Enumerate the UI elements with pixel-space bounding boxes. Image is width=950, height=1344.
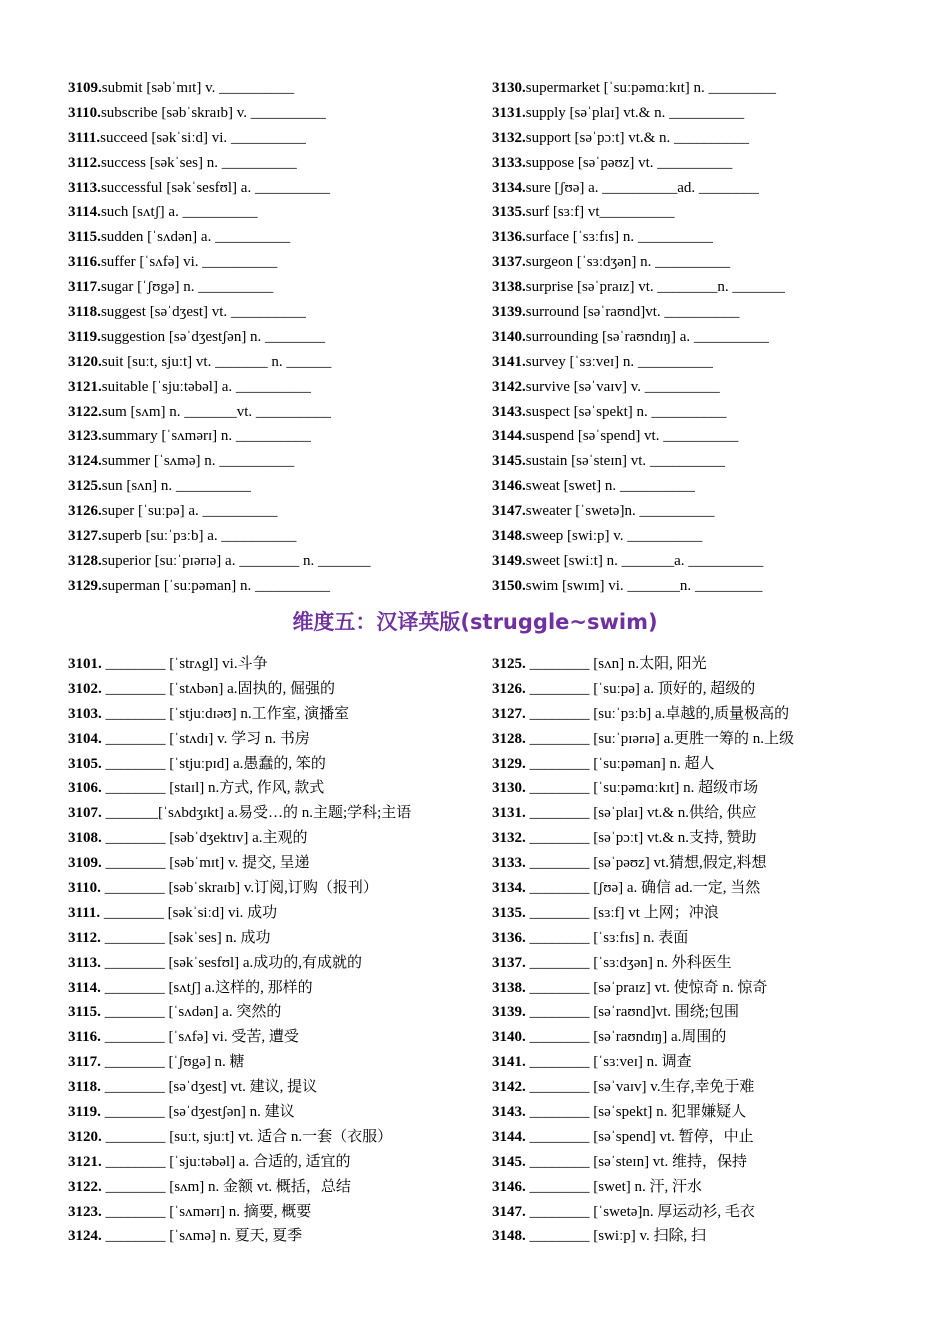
vocab-entry (492, 449, 912, 474)
entry-text: suppose [səˈpəʊz] vt. __________ (525, 154, 733, 171)
entry-number: 3104. (68, 730, 102, 747)
vocab-entry (492, 702, 912, 727)
vocab-entry (492, 1200, 912, 1225)
entry-text: sure [ʃʊə] a. __________ad. ________ (525, 179, 759, 196)
entry-text: ________ [swiːp] v. 扫除, 扫 (525, 1228, 707, 1245)
entry-number: 3145. (492, 453, 526, 470)
entry-number: 3125. (68, 478, 102, 495)
entry-text: ________ [swet] n. 汗, 汗水 (525, 1178, 702, 1195)
entry-number: 3149. (492, 552, 526, 569)
vocab-entry (68, 1050, 488, 1075)
vocab-entry (492, 1050, 912, 1075)
entry-text: supermarket [ˈsuːpəmɑːkɪt] n. _________ (525, 80, 777, 96)
entry-number: 3105. (68, 755, 102, 772)
vocab-entry (492, 1224, 912, 1249)
entry-number: 3144. (492, 1128, 526, 1145)
vocab-entry (68, 250, 488, 275)
vocab-entry (492, 200, 912, 225)
vocab-entry (68, 449, 488, 474)
vocab-entry (68, 549, 488, 574)
entry-number: 3141. (492, 353, 526, 370)
entry-text: ________ [sɜːf] vt 上网；冲浪 (525, 904, 719, 921)
vocab-entry (68, 101, 488, 126)
entry-text: surrounding [səˈraʊndɪŋ] a. __________ (525, 328, 769, 345)
entry-text: superman [ˈsuːpəman] n. __________ (101, 577, 331, 594)
entry-text: surface [ˈsɜːfɪs] n. __________ (525, 229, 713, 246)
entry-text: successful [səkˈsesfʊl] a. __________ (100, 179, 330, 196)
vocab-entry (492, 151, 912, 176)
vocab-entry (68, 976, 488, 1001)
entry-text: ________ [səkˈses] n. 成功 (100, 929, 271, 946)
entry-number: 3131. (492, 104, 526, 121)
vocab-entry (68, 325, 488, 350)
entry-text: superb [suːˈpɜːb] a. __________ (101, 528, 297, 545)
entry-text: super [ˈsuːpə] a. __________ (101, 503, 278, 520)
entry-text: sweat [swet] n. __________ (525, 478, 695, 495)
vocab-entry (68, 1200, 488, 1225)
entry-number: 3136. (492, 229, 526, 246)
entry-number: 3135. (492, 904, 526, 921)
entry-text: ________ [səˈplaɪ] vt.& n.供给, 供应 (525, 805, 757, 822)
entry-number: 3127. (68, 528, 102, 545)
entry-number: 3147. (492, 503, 526, 520)
entry-text: ________ [ˈsɜːfɪs] n. 表面 (525, 929, 689, 946)
entry-number: 3139. (492, 304, 526, 321)
entry-number: 3148. (492, 1228, 526, 1245)
entry-number: 3117. (68, 1054, 101, 1071)
entry-text: ________ [səˈpraɪz] vt. 使惊奇 n. 惊奇 (525, 979, 768, 996)
entry-number: 3119. (68, 328, 101, 345)
vocab-entry (492, 826, 912, 851)
entry-number: 3111. (68, 129, 101, 146)
vocab-entry (68, 574, 488, 599)
entry-text: suspend [səˈspend] vt. __________ (525, 428, 739, 445)
entry-number: 3112. (68, 929, 101, 946)
entry-number: 3114. (68, 979, 101, 996)
entry-number: 3118. (68, 1079, 101, 1096)
entry-number: 3115. (68, 229, 101, 246)
vocab-entry (492, 851, 912, 876)
entry-text: ________ [suːˈpɜːb] a.卓越的,质量极高的 (525, 705, 790, 722)
vocab-entry (68, 200, 488, 225)
entry-text: ________ [ˈstʌbən] a.固执的, 倔强的 (101, 680, 336, 697)
entry-number: 3117. (68, 279, 101, 296)
entry-number: 3122. (68, 403, 102, 420)
vocab-entry (492, 499, 912, 524)
entry-text: survive [səˈvaɪv] v. __________ (525, 378, 720, 395)
entry-number: 3116. (68, 1029, 101, 1046)
entry-number: 3106. (68, 780, 102, 797)
entry-text: ________ [səˈpəʊz] vt.猜想,假定,料想 (525, 855, 767, 872)
entry-number: 3113. (68, 954, 101, 971)
vocab-entry (68, 851, 488, 876)
entry-number: 3120. (68, 1128, 102, 1145)
entry-text: survey [ˈsɜːveɪ] n. __________ (525, 353, 713, 370)
vocab-entry (68, 76, 488, 101)
vocab-entry (68, 702, 488, 727)
entry-text: sweet [swiːt] n. _______a. __________ (525, 552, 764, 569)
vocab-entry (492, 1100, 912, 1125)
vocab-entry (68, 1025, 488, 1050)
entry-number: 3137. (492, 954, 526, 971)
entry-number: 3109. (68, 80, 102, 96)
vocab-entry (492, 400, 912, 425)
vocab-entry (492, 350, 912, 375)
section-title: 维度五：汉译英版(struggle~swim) (292, 610, 658, 634)
vocab-entry (68, 776, 488, 801)
entry-number: 3129. (68, 577, 102, 594)
vocab-entry (68, 1000, 488, 1025)
entry-text: ________ [səˈsteɪn] vt. 维持，保持 (525, 1153, 747, 1170)
vocab-entry (68, 1224, 488, 1249)
entry-number: 3112. (68, 154, 101, 171)
entry-text: surprise [səˈpraɪz] vt. ________n. _______ (525, 279, 785, 296)
entry-text: supply [səˈplaɪ] vt.& n. __________ (525, 104, 745, 121)
entry-text: ________ [səˈvaɪv] v.生存,幸免于难 (525, 1079, 755, 1096)
vocab-entry (68, 901, 488, 926)
vocab-entry (492, 776, 912, 801)
entry-text: summer [ˈsʌmə] n. __________ (101, 453, 295, 470)
vocab-entry (492, 574, 912, 599)
vocab-entry (68, 752, 488, 777)
entry-text: ________ [sʌm] n. 金额 vt. 概括，总结 (101, 1178, 351, 1195)
vocab-entry (492, 524, 912, 549)
vocab-entry (68, 474, 488, 499)
entry-text: surgeon [ˈsɜːdʒən] n. __________ (525, 254, 731, 271)
entry-text: ________ [sʌn] n.太阳, 阳光 (525, 656, 707, 672)
entry-number: 3114. (68, 204, 101, 221)
vocab-entry (68, 350, 488, 375)
entry-text: ________ [ˈstʌdɪ] v. 学习 n. 书房 (101, 730, 310, 747)
vocab-entry (492, 1125, 912, 1150)
entry-number: 3142. (492, 378, 526, 395)
entry-number: 3130. (492, 780, 526, 797)
entry-number: 3139. (492, 1004, 526, 1021)
entry-number: 3132. (492, 129, 526, 146)
entry-text: ________ [sʌtʃ] a.这样的, 那样的 (100, 979, 313, 996)
vocab-entry (68, 126, 488, 151)
entry-text: sugar [ˈʃʊgə] n. __________ (100, 279, 274, 296)
vocab-entry (68, 801, 488, 826)
entry-number: 3119. (68, 1104, 101, 1121)
entry-number: 3118. (68, 304, 101, 321)
vocab-entry (68, 375, 488, 400)
entry-number: 3125. (492, 656, 526, 672)
vocab-entry (492, 752, 912, 777)
vocab-entry (492, 300, 912, 325)
entry-number: 3115. (68, 1004, 101, 1021)
vocab-entry (492, 424, 912, 449)
entry-text: ________ [ˈʃʊgə] n. 糖 (100, 1054, 245, 1071)
entry-text: ________ [səˈdʒest] vt. 建议, 提议 (100, 1079, 318, 1096)
entry-text: subscribe [səbˈskraɪb] v. __________ (100, 104, 326, 121)
vocab-entry (492, 1150, 912, 1175)
entry-text: suitable [ˈsjuːtəbəl] a. __________ (101, 378, 311, 395)
vocab-entry (68, 677, 488, 702)
entry-number: 3140. (492, 1029, 526, 1046)
entry-number: 3133. (492, 154, 526, 171)
vocab-entry (492, 976, 912, 1001)
entry-text: ________ [ˈswetə]n. 厚运动衫, 毛衣 (525, 1203, 755, 1220)
entry-text: such [sʌtʃ] a. __________ (100, 204, 258, 221)
entry-number: 3144. (492, 428, 526, 445)
entry-text: ________ [səkˈsesfʊl] a.成功的,有成就的 (100, 954, 363, 971)
entry-text: ________ [ˈsjuːtəbəl] a. 合适的, 适宜的 (101, 1153, 351, 1170)
vocab-entry (68, 1150, 488, 1175)
vocab-entry (492, 176, 912, 201)
vocab-entry (492, 126, 912, 151)
entry-number: 3123. (68, 1203, 102, 1220)
entry-number: 3140. (492, 328, 526, 345)
entry-number: 3143. (492, 1104, 526, 1121)
vocab-entry (492, 876, 912, 901)
vocab-entry (492, 101, 912, 126)
entry-text: suggest [səˈdʒest] vt. __________ (100, 304, 306, 321)
entry-text: ________ [ˈsɜːveɪ] n. 调查 (525, 1054, 692, 1071)
vocab-entry (68, 300, 488, 325)
entry-text: sum [sʌm] n. _______vt. __________ (101, 403, 331, 420)
entry-text: submit [səbˈmɪt] v. __________ (101, 80, 295, 96)
vocab-entry (492, 375, 912, 400)
entry-number: 3147. (492, 1203, 526, 1220)
entry-text: succeed [səkˈsiːd] vi. __________ (100, 129, 306, 146)
vocab-entry (492, 926, 912, 951)
entry-number: 3103. (68, 705, 102, 722)
entry-number: 3137. (492, 254, 526, 271)
entry-text: ________ [səˈspend] vt. 暂停，中止 (525, 1128, 754, 1145)
entry-number: 3128. (68, 552, 102, 569)
entry-text: ________ [ˈsuːpəman] n. 超人 (525, 755, 715, 772)
entry-number: 3141. (492, 1054, 526, 1071)
entry-number: 3110. (68, 880, 101, 897)
vocab-entry (68, 1075, 488, 1100)
section1-right-column (492, 76, 912, 599)
vocab-entry (68, 424, 488, 449)
vocab-entry (492, 801, 912, 826)
entry-number: 3146. (492, 478, 526, 495)
entry-number: 3132. (492, 830, 526, 847)
section1-left-column (68, 76, 488, 599)
entry-text: ________ [ˈsʌmə] n. 夏天, 夏季 (101, 1228, 303, 1245)
entry-number: 3101. (68, 656, 102, 672)
entry-number: 3143. (492, 403, 526, 420)
entry-number: 3121. (68, 1153, 102, 1170)
entry-number: 3109. (68, 855, 102, 872)
entry-text: ________ [ʃʊə] a. 确信 ad.一定, 当然 (525, 880, 761, 897)
entry-number: 3127. (492, 705, 526, 722)
entry-number: 3150. (492, 577, 526, 594)
vocab-entry (492, 474, 912, 499)
entry-number: 3145. (492, 1153, 526, 1170)
entry-number: 3129. (492, 755, 526, 772)
entry-number: 3124. (68, 453, 102, 470)
entry-text: ________ [səˈraʊnd]vt. 围绕;包围 (525, 1004, 739, 1021)
vocab-entry (492, 652, 912, 677)
vocab-entry (492, 1075, 912, 1100)
vocab-entry (68, 1175, 488, 1200)
vocab-entry (492, 727, 912, 752)
vocab-entry (492, 901, 912, 926)
entry-text: ________ [səˈspekt] n. 犯罪嫌疑人 (525, 1104, 747, 1121)
vocab-entry (68, 524, 488, 549)
vocab-entry (492, 1025, 912, 1050)
section2-left-column (68, 652, 488, 1249)
entry-text: ________ [ˈsuːpə] a. 顶好的, 超级的 (525, 680, 756, 697)
entry-text: ________ [ˈsʌfə] vi. 受苦, 遭受 (100, 1029, 299, 1046)
entry-number: 3110. (68, 104, 101, 121)
entry-number: 3133. (492, 855, 526, 872)
entry-number: 3134. (492, 179, 526, 196)
vocab-entry (68, 151, 488, 176)
entry-text: ________ [ˈstrʌgl] vi.斗争 (101, 656, 268, 672)
entry-text: support [səˈpɔːt] vt.& n. __________ (525, 129, 750, 146)
vocab-entry (68, 1100, 488, 1125)
entry-text: ________ [staɪl] n.方式, 作风, 款式 (101, 780, 325, 797)
entry-text: ________ [səˈraʊndɪŋ] a.周围的 (525, 1029, 727, 1046)
entry-text: surround [səˈraʊnd]vt. __________ (525, 304, 740, 321)
entry-number: 3138. (492, 979, 526, 996)
entry-number: 3111. (68, 904, 101, 921)
entry-number: 3116. (68, 254, 101, 271)
vocab-entry (492, 225, 912, 250)
entry-text: ________ [ˈsuːpəmɑːkɪt] n. 超级市场 (525, 780, 759, 797)
entry-text: sweater [ˈswetə]n. __________ (525, 503, 715, 520)
vocab-entry (492, 76, 912, 101)
entry-text: suggestion [səˈdʒestʃən] n. ________ (100, 328, 326, 345)
vocab-entry (68, 951, 488, 976)
entry-text: ________ [səˈpɔːt] vt.& n.支持, 赞助 (525, 830, 757, 847)
entry-text: ________ [səbˈdʒektɪv] a.主观的 (101, 830, 308, 847)
vocab-entry (492, 1000, 912, 1025)
vocab-entry (68, 926, 488, 951)
entry-number: 3135. (492, 204, 526, 221)
vocab-entry (492, 275, 912, 300)
entry-number: 3148. (492, 528, 526, 545)
vocab-entry (68, 400, 488, 425)
entry-number: 3128. (492, 730, 526, 747)
vocab-entry (68, 499, 488, 524)
entry-number: 3138. (492, 279, 526, 296)
entry-text: ________ [səˈdʒestʃən] n. 建议 (100, 1104, 295, 1121)
entry-text: ________ [səkˈsiːd] vi. 成功 (100, 904, 278, 921)
vocab-entry (68, 652, 488, 677)
entry-number: 3102. (68, 680, 102, 697)
entry-text: ________ [ˈstjuːpɪd] a.愚蠢的, 笨的 (101, 755, 326, 772)
entry-number: 3107. (68, 805, 102, 822)
vocab-entry (68, 275, 488, 300)
entry-number: 3122. (68, 1178, 102, 1195)
entry-number: 3131. (492, 805, 526, 822)
vocab-entry (492, 325, 912, 350)
entry-text: ________ [ˈsɜːdʒən] n. 外科医生 (525, 954, 732, 971)
entry-number: 3130. (492, 80, 526, 96)
entry-text: sweep [swiːp] v. __________ (525, 528, 703, 545)
entry-number: 3113. (68, 179, 101, 196)
vocab-entry (492, 677, 912, 702)
entry-text: ________ [ˈsʌmərɪ] n. 摘要, 概要 (101, 1203, 312, 1220)
entry-number: 3134. (492, 880, 526, 897)
entry-text: ________ [ˈsʌdən] a. 突然的 (100, 1004, 282, 1021)
entry-number: 3136. (492, 929, 526, 946)
vocab-entry (492, 549, 912, 574)
entry-text: sun [sʌn] n. __________ (101, 478, 251, 495)
entry-text: ________ [ˈstjuːdɪəʊ] n.工作室, 演播室 (101, 705, 350, 722)
entry-number: 3126. (68, 503, 102, 520)
entry-text: sustain [səˈsteɪn] vt. __________ (525, 453, 725, 470)
entry-number: 3124. (68, 1228, 102, 1245)
vocab-entry (68, 826, 488, 851)
entry-number: 3142. (492, 1079, 526, 1096)
section2-right-column (492, 652, 912, 1249)
entry-text: ________ [səbˈskraɪb] v.订阅,订购（报刊） (100, 880, 378, 897)
vocab-entry (68, 876, 488, 901)
entry-text: swim [swɪm] vi. _______n. _________ (525, 577, 763, 594)
vocab-entry (492, 1175, 912, 1200)
entry-text: ________ [suːt, sjuːt] vt. 适合 n.一套（衣服） (101, 1128, 393, 1145)
entry-text: superior [suːˈpɪərɪə] a. ________ n. _______ (101, 552, 371, 569)
vocab-entry (68, 1125, 488, 1150)
entry-text: success [səkˈses] n. __________ (100, 154, 297, 171)
entry-text: ________ [səbˈmɪt] v. 提交, 呈递 (101, 855, 310, 872)
entry-number: 3108. (68, 830, 102, 847)
vocab-entry (68, 225, 488, 250)
entry-number: 3123. (68, 428, 102, 445)
vocab-entry (68, 727, 488, 752)
entry-text: sudden [ˈsʌdən] a. __________ (100, 229, 291, 246)
entry-number: 3126. (492, 680, 526, 697)
entry-text: _______[ˈsʌbdʒɪkt] a.易受…的 n.主题;学科;主语 (101, 805, 412, 822)
entry-number: 3146. (492, 1178, 526, 1195)
entry-text: surf [sɜːf] vt__________ (525, 204, 675, 221)
entry-text: suffer [ˈsʌfə] vi. __________ (100, 254, 278, 271)
entry-text: ________ [suːˈpɪərɪə] a.更胜一筹的 n.上级 (525, 730, 795, 747)
entry-number: 3120. (68, 353, 102, 370)
entry-text: suit [suːt, sjuːt] vt. _______ n. ______ (101, 353, 332, 370)
vocab-entry (68, 176, 488, 201)
vocab-entry (492, 250, 912, 275)
entry-text: summary [ˈsʌmərɪ] n. __________ (101, 428, 311, 445)
entry-number: 3121. (68, 378, 102, 395)
vocab-entry (492, 951, 912, 976)
entry-text: suspect [səˈspekt] n. __________ (525, 403, 727, 420)
